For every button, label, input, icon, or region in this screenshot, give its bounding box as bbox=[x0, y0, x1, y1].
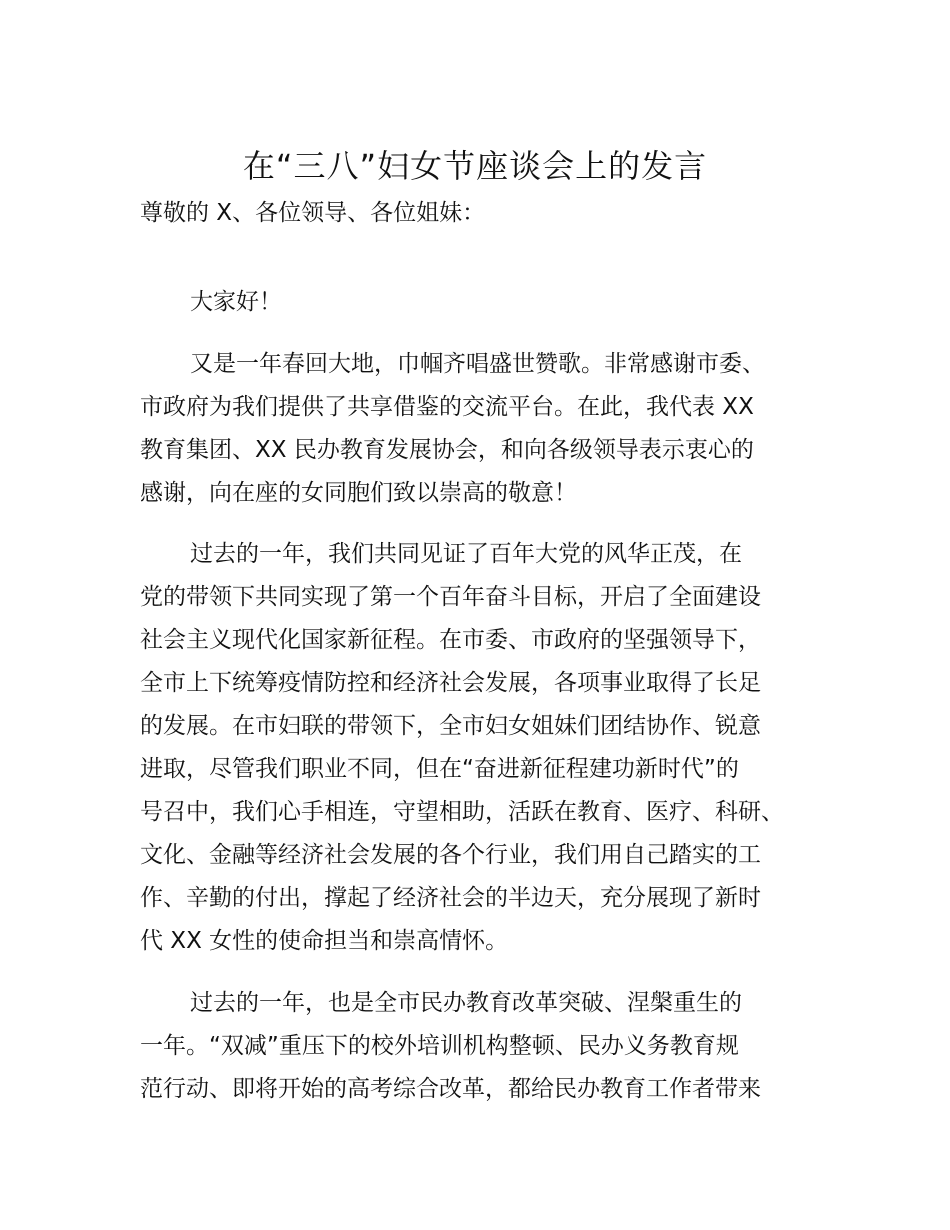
paragraph-2-line-6: 进取，尽管我们职业不同，但在“奋进新征程建功新时代”的 bbox=[140, 756, 739, 782]
paragraph-2-line-2: 党的带领下共同实现了第一个百年奋斗目标，开启了全面建设 bbox=[140, 584, 761, 610]
paragraph-3-line-2: 一年。“双减”重压下的校外培训机构整顿、民办义务教育规 bbox=[140, 1033, 739, 1059]
paragraph-1-line-1: 又是一年春回大地，巾帼齐唱盛世赞歌。非常感谢市委、 bbox=[190, 351, 765, 377]
paragraph-3-line-1: 过去的一年，也是全市民办教育改革突破、涅槃重生的 bbox=[190, 990, 742, 1016]
paragraph-1-line-2: 市政府为我们提供了共享借鉴的交流平台。在此，我代表 XX bbox=[140, 394, 754, 420]
paragraph-2-line-10: 代 XX 女性的使命担当和崇高情怀。 bbox=[140, 928, 509, 954]
paragraph-3-line-3: 范行动、即将开始的高考综合改革，都给民办教育工作者带来 bbox=[140, 1076, 761, 1102]
salutation: 尊敬的 X、各位领导、各位姐妹： bbox=[140, 200, 486, 226]
paragraph-2-line-5: 的发展。在市妇联的带领下，全市妇女姐妹们团结协作、锐意 bbox=[140, 713, 761, 739]
paragraph-2-line-4: 全市上下统筹疫情防控和经济社会发展，各项事业取得了长足 bbox=[140, 670, 761, 696]
paragraph-2-line-7: 号召中，我们心手相连，守望相助，活跃在教育、医疗、科研、 bbox=[140, 799, 784, 825]
document-title: 在“三八”妇女节座谈会上的发言 bbox=[242, 147, 708, 185]
paragraph-2-line-9: 作、辛勤的付出，撑起了经济社会的半边天，充分展现了新时 bbox=[140, 885, 761, 911]
paragraph-2-line-8: 文化、金融等经济社会发展的各个行业，我们用自己踏实的工 bbox=[140, 842, 761, 868]
paragraph-1-line-4: 感谢，向在座的女同胞们致以崇高的敬意！ bbox=[140, 480, 577, 506]
paragraph-2-line-3: 社会主义现代化国家新征程。在市委、市政府的坚强领导下， bbox=[140, 627, 761, 653]
paragraph-1-line-3: 教育集团、XX 民办教育发展协会，和向各级领导表示衷心的 bbox=[140, 437, 754, 463]
paragraph-2-line-1: 过去的一年，我们共同见证了百年大党的风华正茂，在 bbox=[190, 541, 742, 567]
greeting: 大家好！ bbox=[190, 289, 282, 315]
